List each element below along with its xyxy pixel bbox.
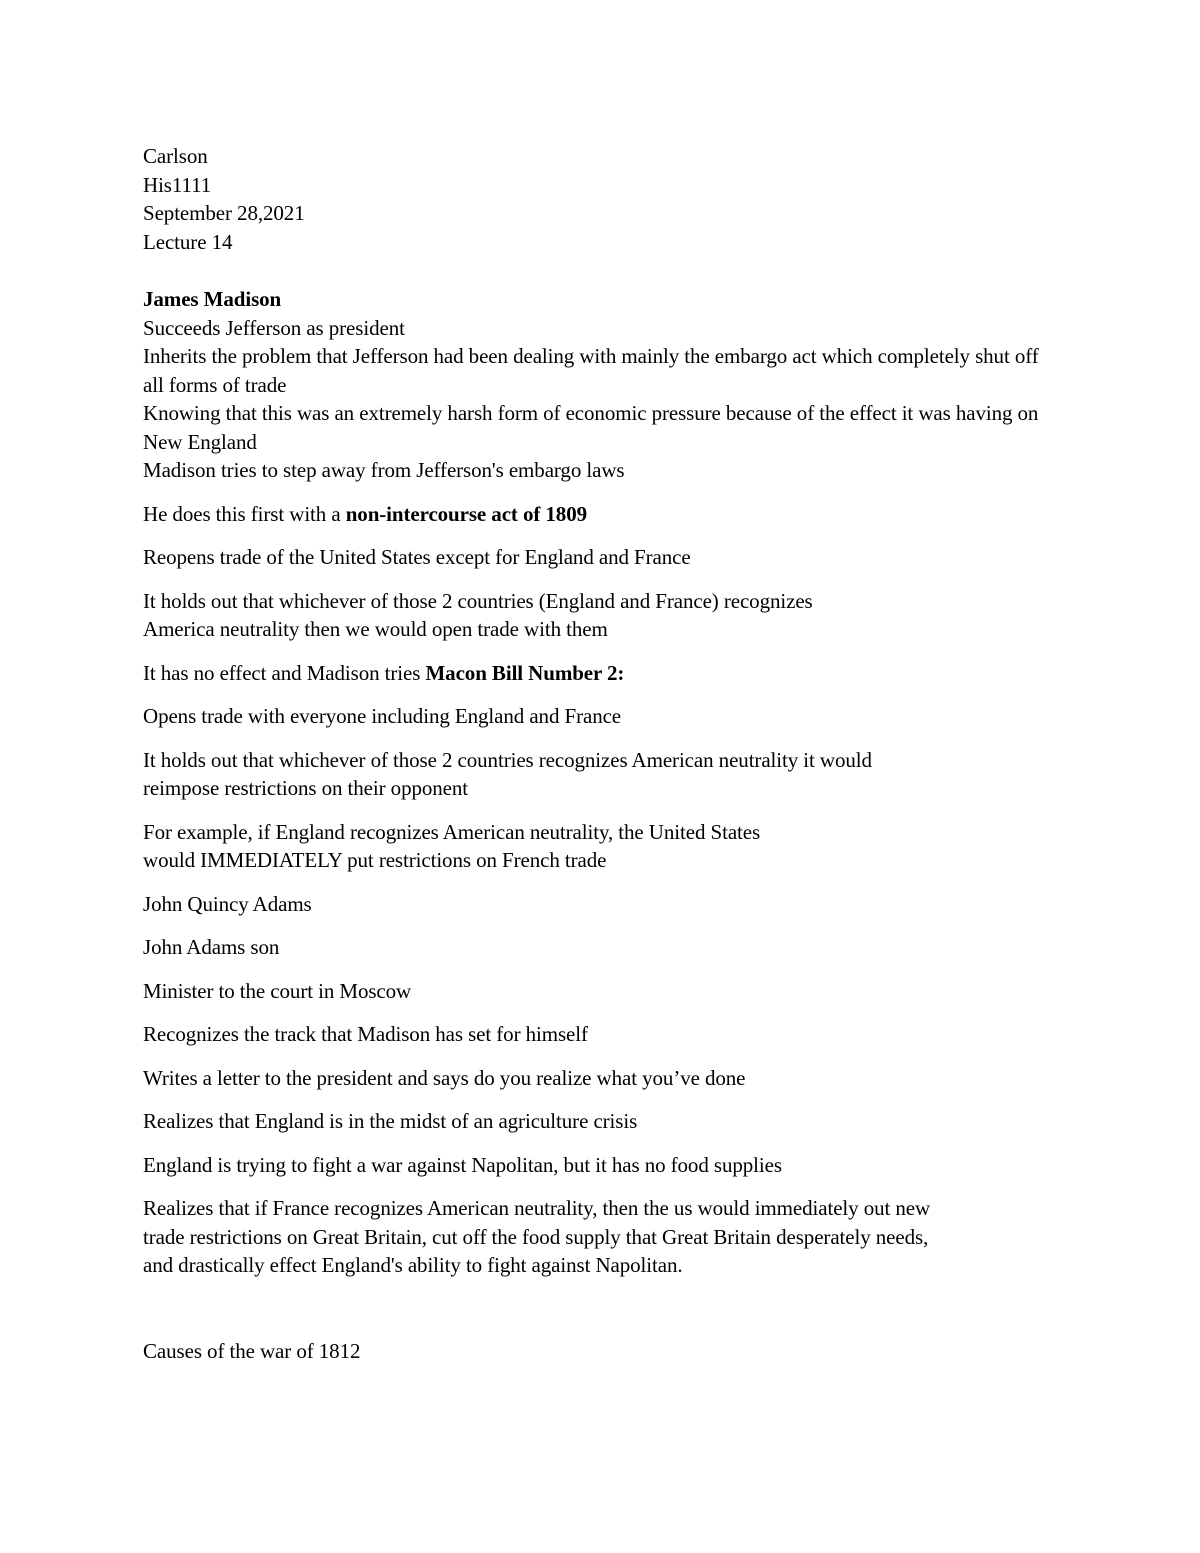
note-line: It holds out that whichever of those 2 countries (England and France) recognizes xyxy=(143,588,813,613)
note-line: Reopens trade of the United States except for England and France xyxy=(143,545,691,569)
note-line: Recognizes the track that Madison has set for himself xyxy=(143,1022,588,1046)
note-line: America neutrality then we would open trade with them xyxy=(143,617,608,641)
section-subheading: Causes of the war of 1812 xyxy=(143,1338,361,1363)
note-line: Realizes that England is in the midst of an agriculture crisis xyxy=(143,1109,638,1133)
section-heading: James Madison xyxy=(143,287,282,311)
note-line: John Quincy Adams xyxy=(143,891,312,916)
note-line: Madison tries to step away from Jefferson's embargo laws xyxy=(143,458,625,482)
note-line: Succeeds Jefferson as president xyxy=(143,315,405,340)
note-line: For example, if England recognizes American neutrality, the United States xyxy=(143,819,761,844)
non-intercourse-act: non-intercourse act of 1809 xyxy=(345,501,588,526)
non-intercourse-line xyxy=(143,500,1063,529)
course-code: His1111 xyxy=(143,172,212,197)
note-line: England is trying to fight a war against Napolitan, but it has no food supplies xyxy=(143,1152,782,1177)
note-line: and drastically effect England's ability to fight against Napolitan. xyxy=(143,1253,683,1277)
note-line: Writes a letter to the president and says do you realize what you’ve done xyxy=(143,1065,746,1090)
note-line: It holds out that whichever of those 2 countries recognizes American neutrality it would xyxy=(143,747,872,772)
non-intercourse-prefix: He does this first with a xyxy=(143,501,346,526)
note-line: trade restrictions on Great Britain, cut off the food supply that Great Britain desperately needs, xyxy=(143,1224,929,1249)
document-body xyxy=(143,142,1063,1365)
note-line: Minister to the court in Moscow xyxy=(143,978,412,1003)
note-line: Knowing that this was an extremely harsh form of economic pressure because of the effect it was having on New England xyxy=(143,401,1039,454)
macon-bill-prefix: It has no effect and Madison tries xyxy=(143,660,426,685)
note-line: John Adams son xyxy=(143,935,280,959)
macon-bill-title: Macon Bill Number 2: xyxy=(425,660,625,685)
note-line: Opens trade with everyone including England and France xyxy=(143,704,622,728)
note-line: Realizes that if France recognizes American neutrality, then the us would immediately out new xyxy=(143,1196,931,1220)
macon-bill-line xyxy=(143,659,1063,688)
lecture-number: Lecture 14 xyxy=(143,229,233,254)
note-line: reimpose restrictions on their opponent xyxy=(143,776,469,800)
date-line: September 28,2021 xyxy=(143,201,305,225)
author-name: Carlson xyxy=(143,144,208,168)
note-line: Inherits the problem that Jefferson had been dealing with mainly the embargo act which completely shut off all forms of trade xyxy=(143,344,1039,397)
note-line: would IMMEDIATELY put restrictions on French trade xyxy=(143,848,607,872)
